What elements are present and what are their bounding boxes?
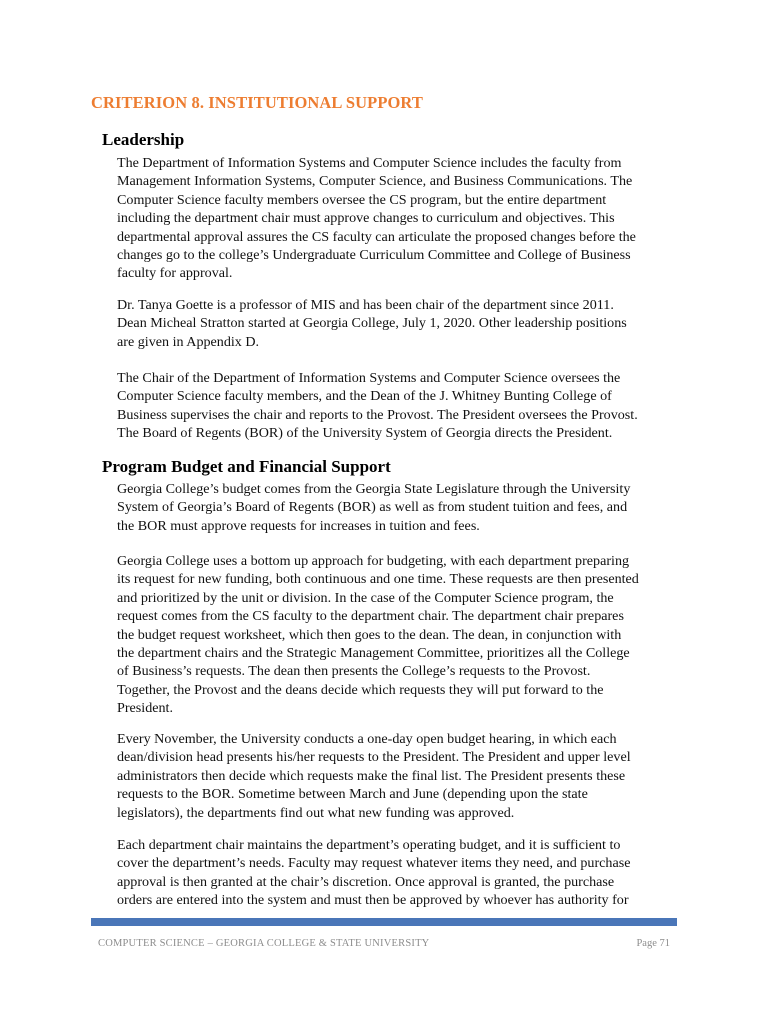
page-title: CRITERION 8. INSTITUTIONAL SUPPORT [91,93,423,112]
footer-divider-bar [91,918,677,926]
footer-document-title: COMPUTER SCIENCE – GEORGIA COLLEGE & STATE UNIVERSITY [98,938,430,949]
section-heading-leadership: Leadership [102,130,185,149]
leadership-paragraph-3: The Chair of the Department of Information Systems and Computer Science oversees the Computer Science faculty members, and the Dean of the J. Whitney Bunting College of Business supervises the chair and reports to the Provost. The President oversees the Provost. The Board of Regents (BOR) of the University System of Georgia directs the President. [117,370,638,442]
leadership-paragraph-1: The Department of Information Systems and Computer Science includes the faculty from Management Information Systems, Computer Science, and Business Communications. The Computer Science faculty members oversee the CS program, but the entire department including the department chair must approve changes to curriculum and objectives. This departmental approval assures the CS faculty can articulate the proposed changes before the changes go to the college’s Undergraduate Curriculum Committee and College of Business faculty for approval. [117,155,636,282]
budget-paragraph-4: Each department chair maintains the department’s operating budget, and it is sufficient to cover the department’s needs. Faculty may request whatever items they need, and purchase approval is then granted at the chair’s discretion. Once approval is granted, the purchase orders are entered into the system and must then be approved by whoever has authority for [117,837,631,909]
budget-paragraph-1: Georgia College’s budget comes from the Georgia State Legislature through the University System of Georgia’s Board of Regents (BOR) as well as from student tuition and fees, and the BOR must approve requests for increases in tuition and fees. [117,481,631,534]
section-heading-program-budget: Program Budget and Financial Support [102,457,391,476]
leadership-paragraph-2: Dr. Tanya Goette is a professor of MIS and has been chair of the department since 2011. Dean Micheal Stratton started at Georgia College, July 1, 2020. Other leadership positions are given in Appendix D. [117,297,627,350]
footer-page-number: Page 71 [636,938,670,949]
budget-paragraph-3: Every November, the University conducts a one-day open budget hearing, in which each dean/division head presents his/her requests to the President. The President and upper level administrators then decide which requests make the final list. The President presents these requests to the BOR. Sometime between March and June (depending upon the state legislators), the departments find out what new funding was approved. [117,731,631,821]
budget-paragraph-2: Georgia College uses a bottom up approach for budgeting, with each department preparing its request for new funding, both continuous and one time. These requests are then presented and prioritized by the unit or division. In the case of the Computer Science program, the request comes from the CS faculty to the department chair. The department chair prepares the budget request worksheet, which then goes to the dean. The dean, in conjunction with the department chairs and the Strategic Management Committee, prioritizes all the College of Business’s requests. The dean then presents the College’s requests to the Provost. Together, the Provost and the deans decide which requests they will put forward to the President. [117,553,639,717]
